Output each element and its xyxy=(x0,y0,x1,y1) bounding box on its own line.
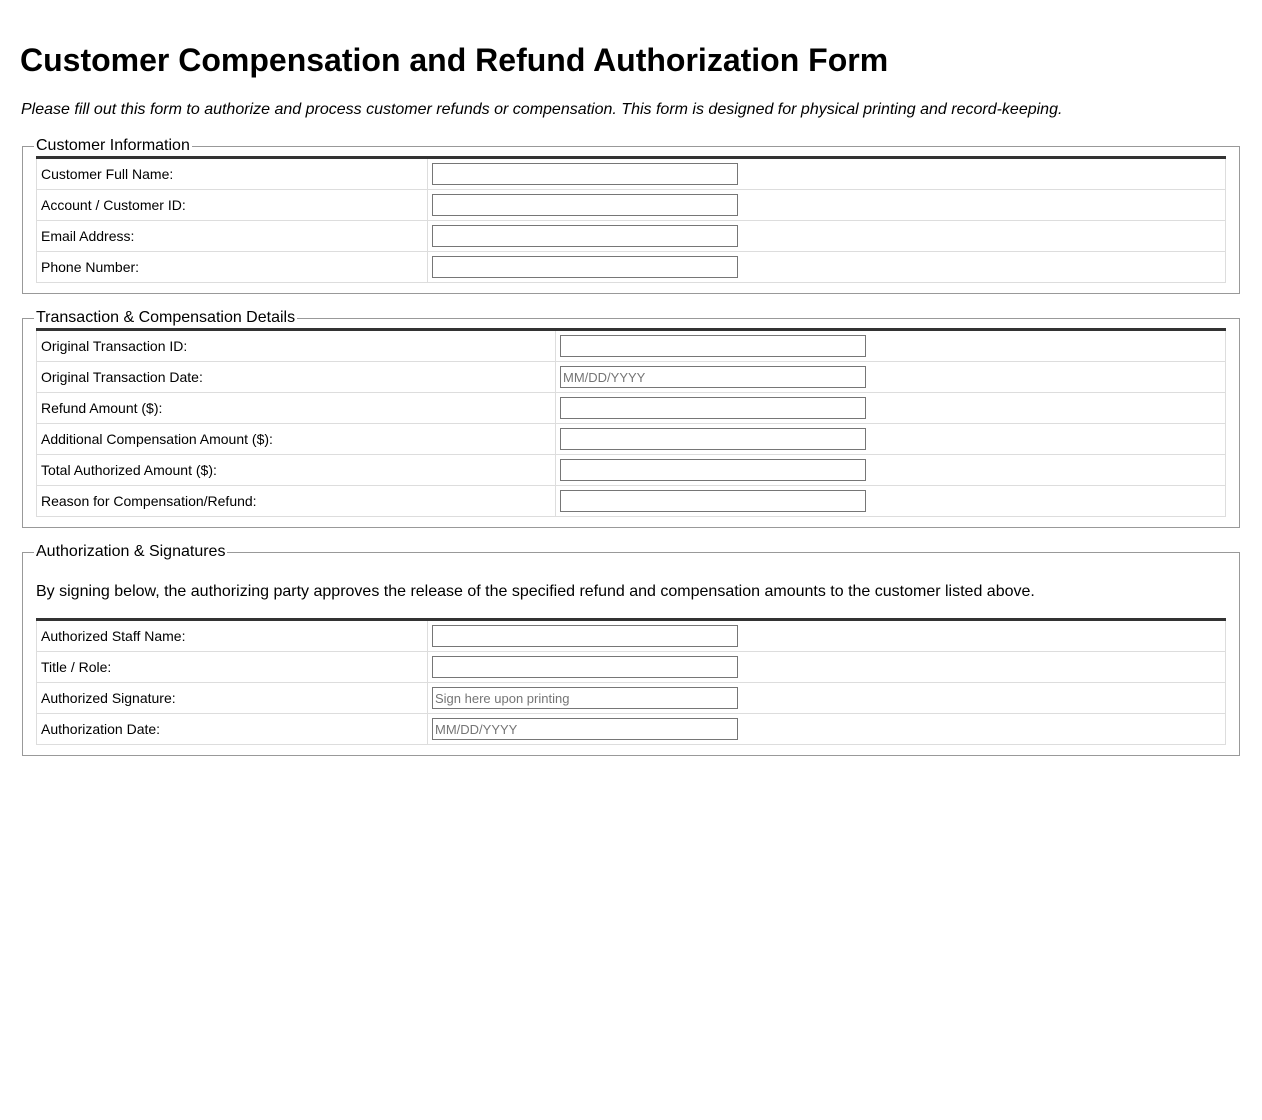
table-cell xyxy=(556,424,1226,455)
table-row xyxy=(37,486,1226,517)
title-role-input[interactable] xyxy=(432,656,738,678)
table-row xyxy=(37,393,1226,424)
table-cell xyxy=(428,221,1226,252)
table-row xyxy=(37,252,1226,283)
table-row xyxy=(37,424,1226,455)
email-label: Email Address: xyxy=(37,221,428,252)
staff-name-label: Authorized Staff Name: xyxy=(37,620,428,652)
table-cell xyxy=(556,330,1226,362)
transaction-table xyxy=(36,328,1226,517)
customer-id-label: Account / Customer ID: xyxy=(37,190,428,221)
table-row xyxy=(37,620,1226,652)
table-cell xyxy=(428,652,1226,683)
signature-label: Authorized Signature: xyxy=(37,683,428,714)
table-row xyxy=(37,158,1226,190)
total-authorized-label: Total Authorized Amount ($): xyxy=(37,455,556,486)
table-row xyxy=(37,455,1226,486)
table-row xyxy=(37,330,1226,362)
table-cell xyxy=(428,620,1226,652)
customer-info-section xyxy=(22,136,1240,294)
transaction-id-input[interactable] xyxy=(560,335,866,357)
signature-input[interactable] xyxy=(432,687,738,709)
authorization-table xyxy=(36,618,1226,745)
table-cell xyxy=(556,455,1226,486)
table-cell xyxy=(428,158,1226,190)
customer-info-table xyxy=(36,156,1226,283)
form-intro: Please fill out this form to authorize and process customer refunds or compensation. This form is designed for physical printing and record-keeping. xyxy=(21,101,1063,118)
refund-amount-label: Refund Amount ($): xyxy=(37,393,556,424)
authorization-legend: Authorization & Signatures xyxy=(36,543,226,560)
authorization-date-input[interactable] xyxy=(432,718,738,740)
staff-name-input[interactable] xyxy=(432,625,738,647)
customer-info-legend: Customer Information xyxy=(36,137,190,154)
transaction-legend: Transaction & Compensation Details xyxy=(36,309,296,326)
customer-id-input[interactable] xyxy=(432,194,738,216)
page-title: Customer Compensation and Refund Authorization Form xyxy=(20,42,889,78)
transaction-date-input[interactable] xyxy=(560,366,866,388)
table-row xyxy=(37,683,1226,714)
refund-amount-input[interactable] xyxy=(560,397,866,419)
table-row xyxy=(37,652,1226,683)
table-cell xyxy=(428,190,1226,221)
table-row xyxy=(37,362,1226,393)
table-row xyxy=(37,190,1226,221)
table-row xyxy=(37,714,1226,745)
table-cell xyxy=(428,252,1226,283)
additional-compensation-input[interactable] xyxy=(560,428,866,450)
table-cell xyxy=(556,486,1226,517)
authorization-section xyxy=(22,542,1240,756)
phone-label: Phone Number: xyxy=(37,252,428,283)
table-row xyxy=(37,221,1226,252)
reason-input[interactable] xyxy=(560,490,866,512)
table-cell xyxy=(556,362,1226,393)
customer-name-label: Customer Full Name: xyxy=(37,158,428,190)
transaction-id-label: Original Transaction ID: xyxy=(37,330,556,362)
table-cell xyxy=(428,714,1226,745)
email-input[interactable] xyxy=(432,225,738,247)
table-cell xyxy=(556,393,1226,424)
authorization-statement: By signing below, the authorizing party approves the release of the specified refund and compensation amounts to the customer listed above. xyxy=(36,583,1035,600)
additional-compensation-label: Additional Compensation Amount ($): xyxy=(37,424,556,455)
transaction-date-label: Original Transaction Date: xyxy=(37,362,556,393)
total-authorized-input[interactable] xyxy=(560,459,866,481)
transaction-section xyxy=(22,308,1240,528)
title-role-label: Title / Role: xyxy=(37,652,428,683)
table-cell xyxy=(428,683,1226,714)
authorization-date-label: Authorization Date: xyxy=(37,714,428,745)
customer-name-input[interactable] xyxy=(432,163,738,185)
reason-label: Reason for Compensation/Refund: xyxy=(37,486,556,517)
phone-input[interactable] xyxy=(432,256,738,278)
